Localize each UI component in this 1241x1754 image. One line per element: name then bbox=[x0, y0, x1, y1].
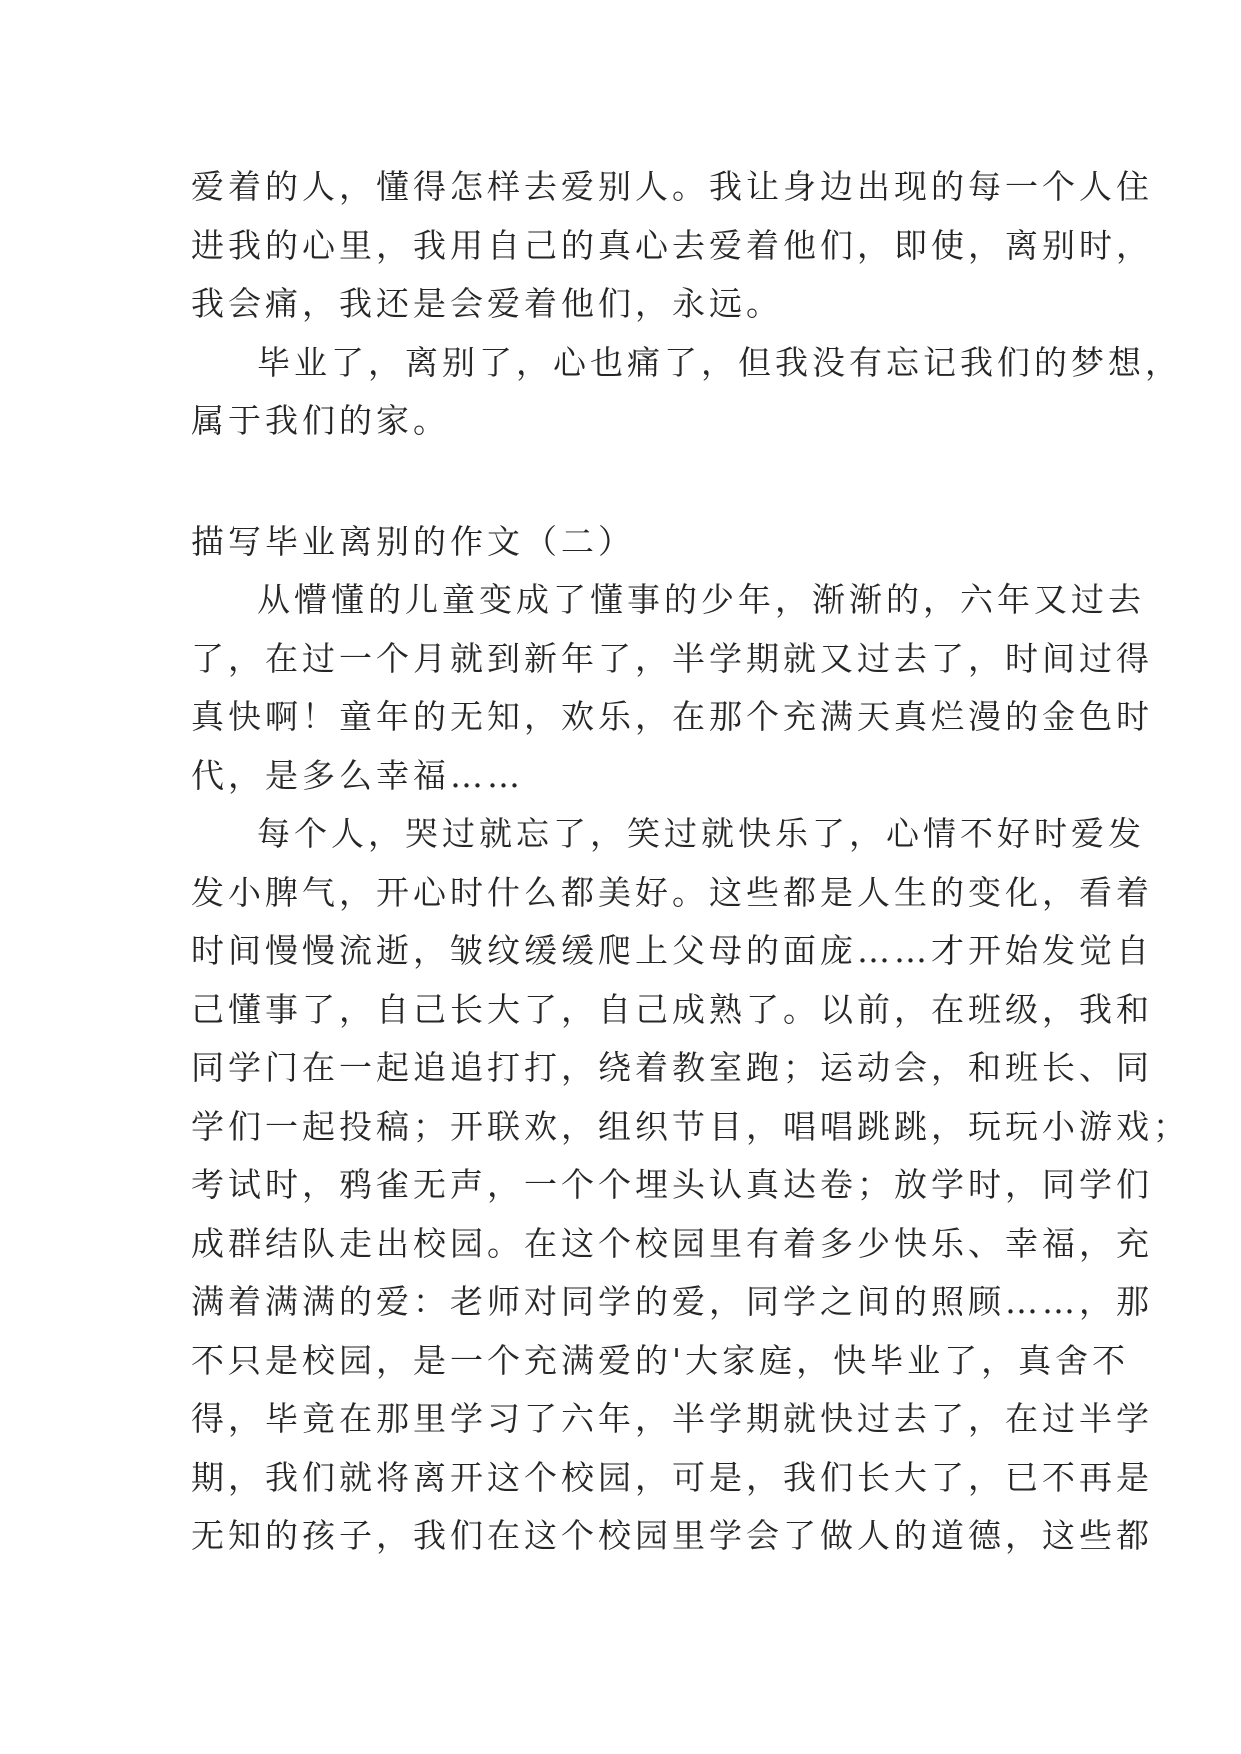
text-line: 毕业了，离别了，心也痛了，但我没有忘记我们的梦想， bbox=[257, 342, 1182, 382]
text-line: 无知的孩子，我们在这个校园里学会了做人的道德，这些都 bbox=[191, 1516, 1153, 1555]
text-line: 己懂事了，自己长大了，自己成熟了。以前，在班级，我和 bbox=[191, 989, 1153, 1029]
text-line: 爱着的人，懂得怎样去爱别人。我让身边出现的每一个人住 bbox=[191, 167, 1153, 206]
text-line: 成群结队走出校园。在这个校园里有着多少快乐、幸福，充 bbox=[191, 1223, 1153, 1263]
text-line: 每个人，哭过就忘了，笑过就快乐了，心情不好时爱发 bbox=[257, 814, 1145, 853]
text-line: 满着满满的爱：老师对同学的爱，同学之间的照顾……，那 bbox=[191, 1282, 1153, 1321]
text-line: 得，毕竟在那里学习了六年，半学期就快过去了，在过半学 bbox=[191, 1399, 1153, 1438]
text-line: 进我的心里，我用自己的真心去爱着他们，即使，离别时， bbox=[191, 225, 1153, 265]
text-line: 代，是多么幸福…… bbox=[191, 755, 524, 795]
paragraph bbox=[191, 805, 1190, 1566]
text-line: 真快啊！童年的无知，欢乐，在那个充满天真烂漫的金色时 bbox=[191, 697, 1153, 736]
text-line: 属于我们的家。 bbox=[191, 401, 450, 440]
paragraph bbox=[191, 571, 1153, 805]
text-line: 考试时，鸦雀无声，一个个埋头认真达卷；放学时，同学们 bbox=[191, 1165, 1153, 1204]
text-line: 同学门在一起追追打打，绕着教室跑；运动会，和班长、同 bbox=[191, 1048, 1153, 1087]
text-line: 时间慢慢流逝，皱纹缓缓爬上父母的面庞……才开始发觉自 bbox=[191, 931, 1153, 970]
text-line: 我会痛，我还是会爱着他们，永远。 bbox=[191, 284, 783, 323]
text-line: 不只是校园，是一个充满爱的'大家庭，快毕业了，真舍不 bbox=[191, 1340, 1130, 1380]
section-gap bbox=[191, 451, 1071, 513]
document-body bbox=[191, 158, 1190, 1566]
paragraph-closing bbox=[191, 334, 1182, 451]
paragraph-continued bbox=[191, 158, 1153, 334]
section-heading: 描写毕业离别的作文（二） bbox=[191, 521, 635, 561]
text-line: 从懵懂的儿童变成了懂事的少年，渐渐的，六年又过去 bbox=[257, 580, 1145, 619]
text-line: 发小脾气，开心时什么都美好。这些都是人生的变化，看着 bbox=[191, 872, 1153, 912]
text-line: 了，在过一个月就到新年了，半学期就又过去了，时间过得 bbox=[191, 638, 1153, 678]
text-line: 期，我们就将离开这个校园，可是，我们长大了，已不再是 bbox=[191, 1457, 1153, 1497]
text-line: 学们一起投稿；开联欢，组织节目，唱唱跳跳，玩玩小游戏； bbox=[191, 1106, 1190, 1146]
